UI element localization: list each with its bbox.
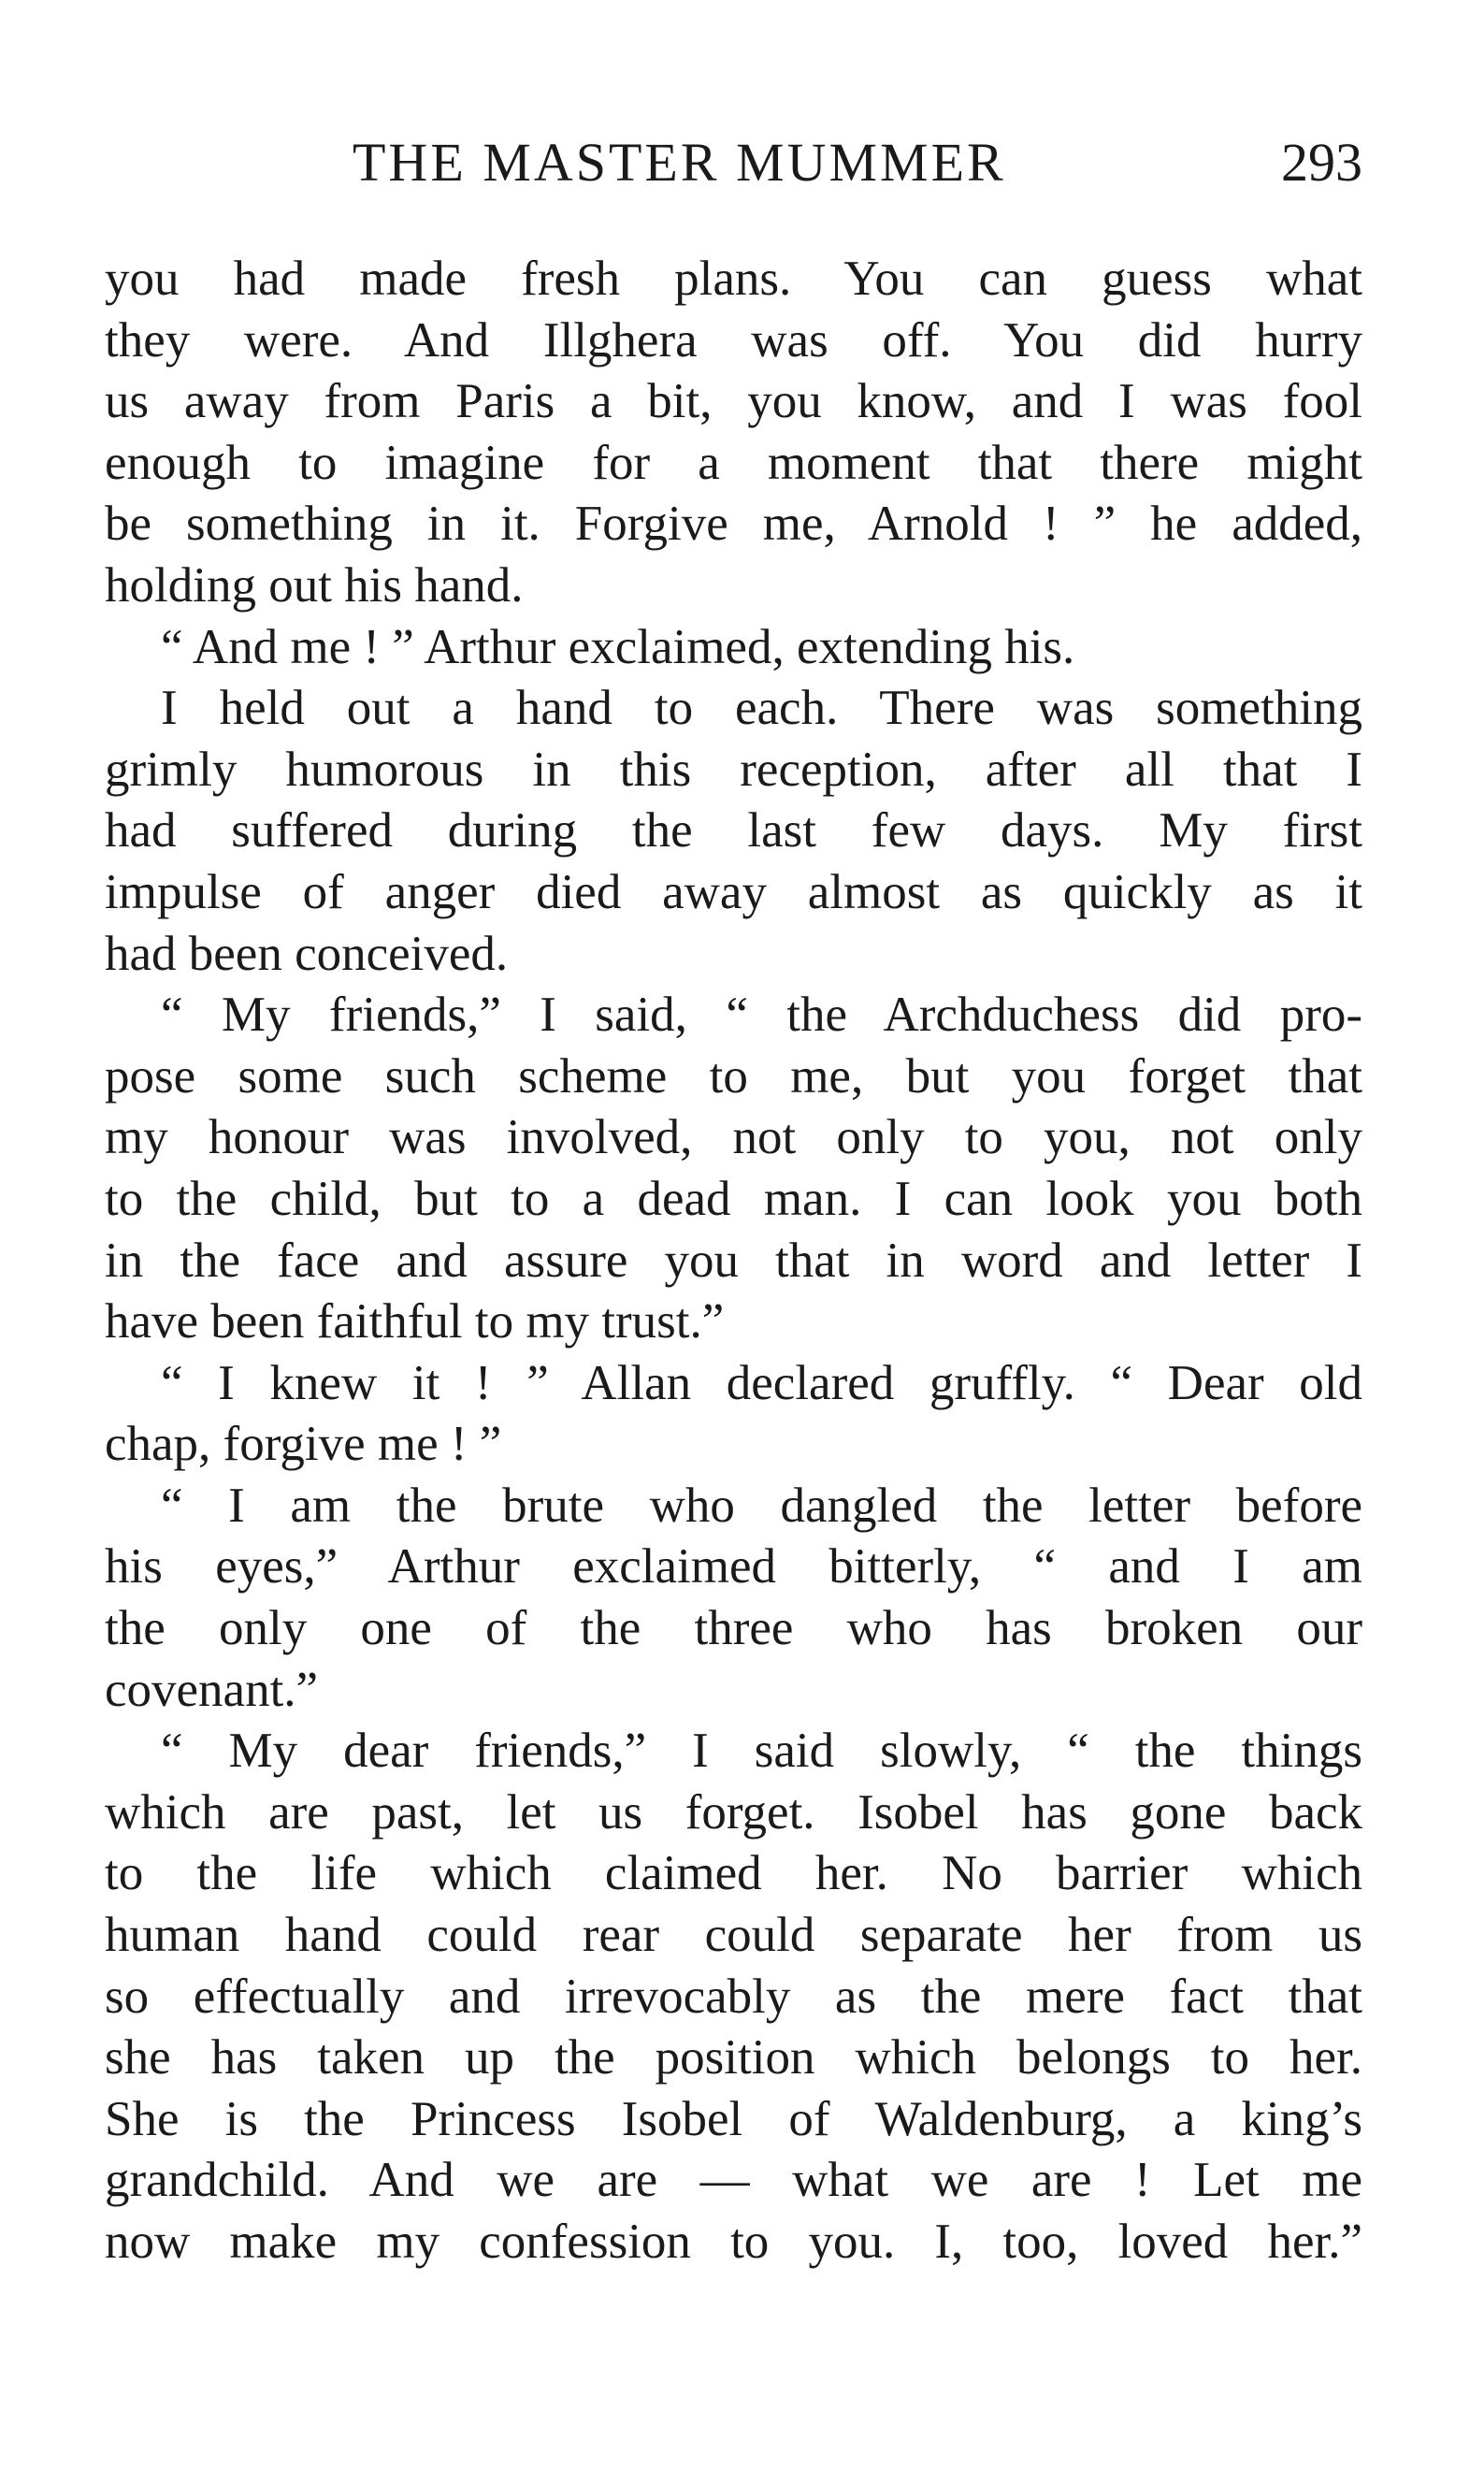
text-line: “ And me ! ” Arthur exclaimed, extending his.: [161, 619, 1075, 674]
text-line: covenant.”: [105, 1662, 319, 1717]
text-line: had been conceived.: [105, 926, 509, 981]
text-line: my honour was involved, not only to you, not only: [105, 1110, 1362, 1165]
text-line: she has taken up the position which belongs to her.: [105, 2030, 1362, 2086]
page-header: [105, 131, 1362, 206]
text-line: to the child, but to a dead man. I can look you both: [105, 1171, 1362, 1226]
text-line: which are past, let us forget. Isobel has gone back: [105, 1784, 1362, 1840]
text-line: they were. And Illghera was off. You did hurry: [105, 312, 1362, 368]
text-line: “ I am the brute who dangled the letter before: [161, 1478, 1362, 1533]
page-number: 293: [1281, 132, 1362, 193]
text-line: in the face and assure you that in word and letter I: [105, 1233, 1362, 1288]
text-line: now make my confession to you. I, too, loved her.”: [105, 2215, 1362, 2269]
text-line: had suffered during the last few days. My first: [105, 803, 1362, 859]
running-title: THE MASTER MUMMER: [353, 132, 1006, 193]
body-text: [105, 249, 1362, 2273]
text-line: chap, forgive me ! ”: [105, 1417, 502, 1472]
text-line: holding out his hand.: [105, 557, 524, 613]
text-line: you had made fresh plans. You can guess what: [105, 252, 1362, 306]
text-line: “ I knew it ! ” Allan declared gruffly. “ Dear old: [161, 1355, 1362, 1410]
text-line: to the life which claimed her. No barrier which: [105, 1846, 1362, 1901]
text-line: us away from Paris a bit, you know, and I was fool: [105, 374, 1362, 429]
text-line: She is the Princess Isobel of Waldenburg, a king’s: [105, 2091, 1362, 2146]
text-line: “ My dear friends,” I said slowly, “ the things: [161, 1724, 1362, 1779]
text-line: so effectually and irrevocably as the mere fact that: [105, 1969, 1362, 2024]
text-line: impulse of anger died away almost as quickly as it: [105, 864, 1362, 919]
text-line: have been faithful to my trust.”: [105, 1294, 725, 1349]
text-line: pose some such scheme to me, but you forget that: [105, 1048, 1362, 1104]
text-line: “ My friends,” I said, “ the Archduchess did pro-: [161, 988, 1362, 1043]
text-line: I held out a hand to each. There was something: [161, 681, 1362, 736]
text-line: his eyes,” Arthur exclaimed bitterly, “ and I am: [105, 1539, 1362, 1595]
text-line: the only one of the three who has broken our: [105, 1601, 1362, 1656]
text-line: grimly humorous in this reception, after all that I: [105, 742, 1362, 797]
text-line: grandchild. And we are — what we are ! Let me: [105, 2153, 1362, 2208]
text-line: be something in it. Forgive me, Arnold ! ” he added,: [105, 497, 1362, 552]
text-line: human hand could rear could separate her from us: [105, 1908, 1362, 1963]
text-line: enough to imagine for a moment that there might: [105, 435, 1362, 490]
